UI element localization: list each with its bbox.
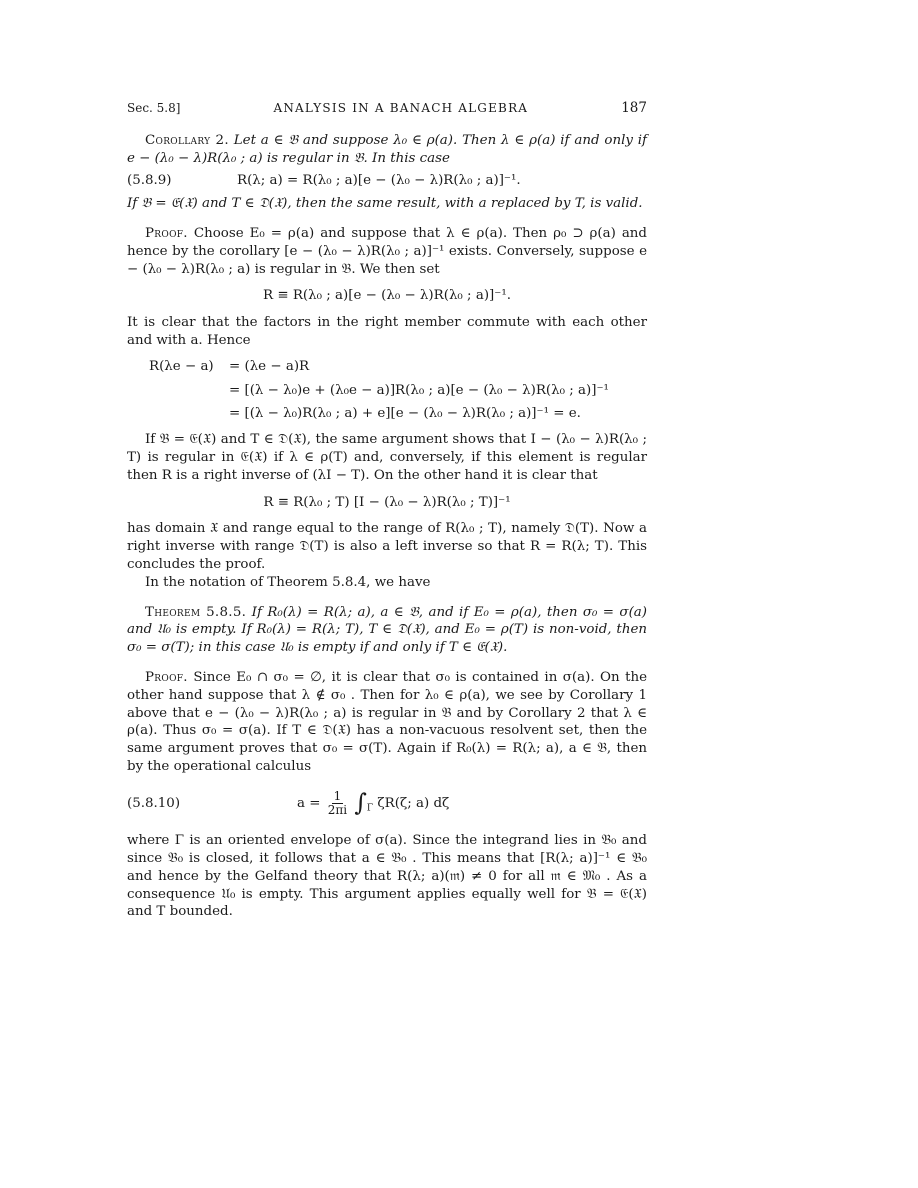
corollary-label: Corollary 2. <box>145 132 229 148</box>
computation-step: = (λe − a)R <box>229 358 310 374</box>
proof-text-e: In the notation of Theorem 5.8.4, we have <box>145 574 431 590</box>
integrand: ζR(ζ; a) dζ <box>377 795 450 811</box>
proof-corollary <box>127 225 647 278</box>
computation-block <box>149 358 647 423</box>
computation-line <box>149 358 647 376</box>
corollary-extension-text: If 𝔅 = 𝔈(𝔛) and T ∈ 𝔇(𝔛), then the same result, with a replaced by T, is valid. <box>127 196 643 212</box>
proof-text-b: where Γ is an oriented envelope of σ(a). Since the integrand lies in 𝔅₀ and since 𝔅₀ is closed, it follows that a ∈ 𝔅₀ . This means that [R(λ; a)]⁻¹ ∈ 𝔅₀ and hence by the Gelfand theory that R(λ; a)(𝔪) ≠ 0 for all 𝔪 ∈ 𝔐₀ . As a consequence 𝔘₀ is empty. This argument applies equally well for 𝔅 = 𝔈(𝔛) and T bounded. <box>127 833 647 920</box>
proof-label: Proof. <box>145 225 188 241</box>
integral-sign: ∫ <box>354 788 367 817</box>
computation-line <box>149 382 647 400</box>
theorem-label: Theorem 5.8.5. <box>145 604 247 620</box>
chapter-title: ANALYSIS IN A BANACH ALGEBRA <box>273 101 529 115</box>
equation-body: R(λ; a) = R(λ₀ ; a)[e − (λ₀ − λ)R(λ₀ ; a)]⁻¹. <box>237 173 521 189</box>
section-label: Sec. 5.8] <box>127 101 181 115</box>
proof-label: Proof. <box>145 669 188 685</box>
equation-5-8-10 <box>127 790 647 818</box>
equation-R-operator: R ≡ R(λ₀ ; T) [I − (λ₀ − λ)R(λ₀ ; T)]⁻¹ <box>263 494 511 510</box>
proof-text-c: If 𝔅 = 𝔈(𝔛) and T ∈ 𝔇(𝔛), the same argument shows that I − (λ₀ − λ)R(λ₀ ; T) is regular in 𝔈(𝔛) if λ ∈ ρ(T) and, conversely, if this element is regular then R is a right inverse of (λI − T). On the other hand it is clear that <box>127 432 647 483</box>
theorem-statement: If R₀(λ) = R(λ; a), a ∈ 𝔅, and if E₀ = ρ(a), then σ₀ = σ(a) and 𝔘₀ is empty. If R₀(λ) = R(λ; T), T ∈ 𝔇(𝔛), and E₀ = ρ(T) is non-void, then σ₀ = σ(T); in this case 𝔘₀ is empty if and only if T ∈ 𝔈(𝔛). <box>127 604 647 656</box>
proof-text: Since E₀ ∩ σ₀ = ∅, it is clear that σ₀ is contained in σ(a). On the other hand suppose that λ ∉ σ₀ . Then for λ₀ ∈ ρ(a), we see by Corollary 1 above that e − (λ₀ − λ)R(λ₀ ; a) is regular in 𝔅 and by Corollary 2 that λ ∈ ρ(a). Thus σ₀ = σ(a). If T ∈ 𝔇(𝔛) has a non-vacuous resolvent set, then the same argument proves that σ₀ = σ(T). Again if R₀(λ) = R(λ; a), a ∈ 𝔅, then by the operational calculus <box>127 669 647 774</box>
equation-5-8-9 <box>127 172 647 190</box>
equation-number: (5.8.10) <box>127 796 181 812</box>
equation-lhs: a = <box>297 795 321 811</box>
running-header <box>127 100 647 118</box>
equation-body <box>297 790 449 818</box>
computation-lhs: R(λe − a) <box>149 358 214 374</box>
computation-step: = [(λ − λ₀)R(λ₀ ; a) + e][e − (λ₀ − λ)R(λ₀ ; a)]⁻¹ = e. <box>229 406 581 422</box>
proof-text-a: Choose E₀ = ρ(a) and suppose that λ ∈ ρ(a). Then ρ₀ ⊃ ρ(a) and hence by the corollary [e − (λ₀ − λ)R(λ₀ ; a)]⁻¹ exists. Conversely, suppose e − (λ₀ − λ)R(λ₀ ; a) is regular in 𝔅. We then set <box>127 225 647 277</box>
proof-theorem <box>127 669 647 776</box>
computation-line <box>149 405 647 423</box>
corollary-2 <box>127 132 647 168</box>
book-page <box>127 100 647 921</box>
fraction-numerator: 1 <box>333 788 342 803</box>
proof-text-b: It is clear that the factors in the right member commute with each other and with a. Hence <box>127 315 647 348</box>
integral-contour: Γ <box>366 803 374 814</box>
computation-step: = [(λ − λ₀)e + (λ₀e − a)]R(λ₀ ; a)[e − (λ₀ − λ)R(λ₀ ; a)]⁻¹ <box>229 382 609 398</box>
theorem-5-8-5 <box>127 604 647 657</box>
equation-R-definition: R ≡ R(λ₀ ; a)[e − (λ₀ − λ)R(λ₀ ; a)]⁻¹. <box>263 288 511 304</box>
page-number: 187 <box>621 100 647 116</box>
equation-number: (5.8.9) <box>127 173 172 189</box>
proof-text-d: has domain 𝔛 and range equal to the range of R(λ₀ ; T), namely 𝔇(T). Now a right inverse with range 𝔇(T) is also a left inverse so that R = R(λ; T). This concludes the proof. <box>127 521 647 572</box>
corollary-extension <box>127 195 647 213</box>
corollary-statement: Let a ∈ 𝔅 and suppose λ₀ ∈ ρ(a). Then λ ∈ ρ(a) if and only if e − (λ₀ − λ)R(λ₀ ; a) is regular in 𝔅. In this case <box>127 132 647 166</box>
fraction <box>328 790 347 817</box>
fraction-denominator: 2πi <box>327 802 348 817</box>
